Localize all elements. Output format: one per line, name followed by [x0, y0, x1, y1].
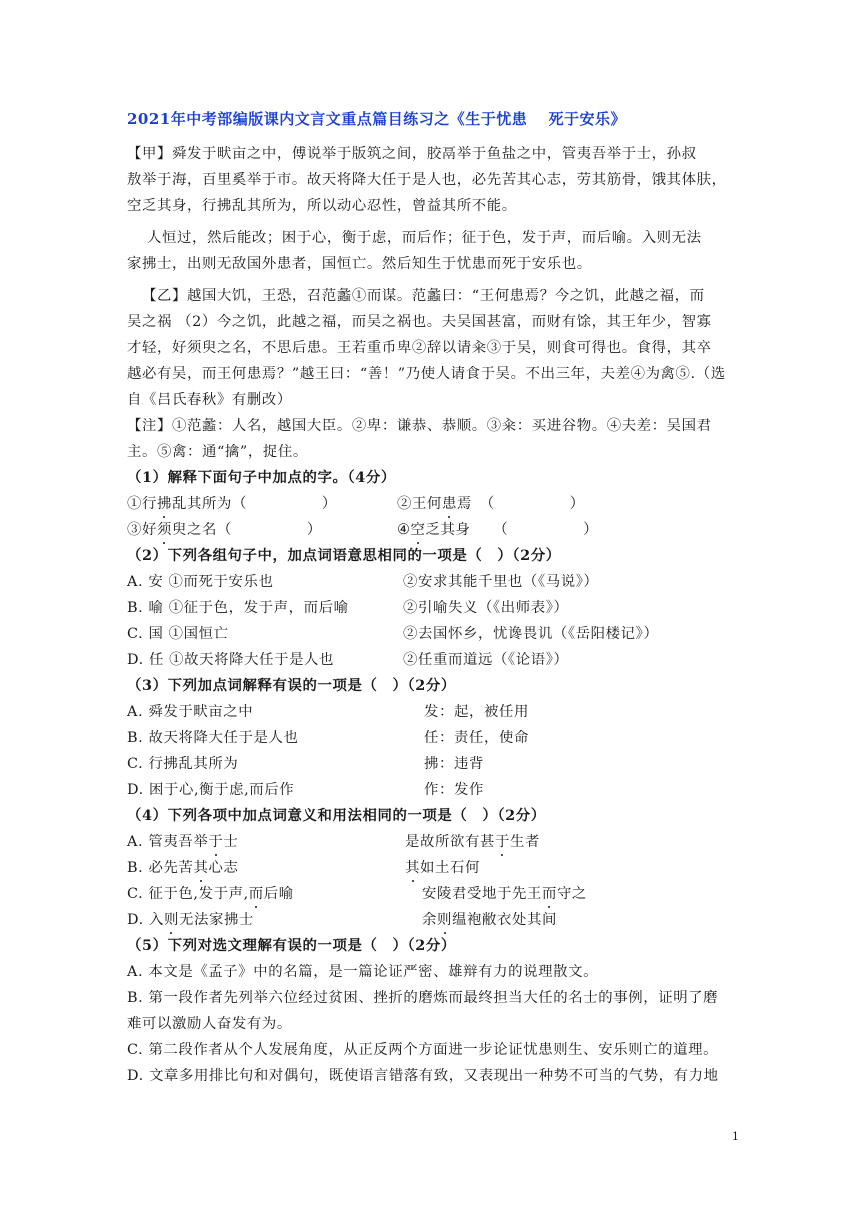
question-4-option-a-1: A. 管夷吾举于士 — [127, 834, 239, 850]
passage-yi-line-2: 吴之祸 （2）今之饥，此越之福，而吴之祸也。夫吴国甚富，而财有馀，其王年少，智寡 — [127, 314, 712, 330]
question-2-option-d-1: D. 任 ①故天将降大任于是人也 — [127, 652, 335, 668]
question-1-item-4: ④空乏其身 （ ） — [397, 522, 599, 538]
question-5-option-b-line-2: 难可以激励人奋发有为。 — [127, 1016, 292, 1032]
dotted-char: 拂 — [156, 496, 172, 512]
question-2-option-c-1: C. 国 ①国恒亡 — [127, 626, 229, 642]
question-4-option-c-2: 安陵君受地于先王而守之 — [422, 886, 587, 902]
question-1-item-2: ②王何患焉 （ ） — [397, 496, 585, 512]
passage-yi-line-4: 越必有吴，而王何患焉？”越王曰：“善！”乃使人请食于吴。不出三年，夫差④为禽⑤.（选 — [127, 366, 726, 382]
question-2-option-b-2: ②引喻失义（《出师表》） — [403, 600, 569, 616]
question-2-option-b-1: B. 喻 ①征于色，发于声，而后喻 — [127, 600, 349, 616]
dotted-char: 而 — [248, 886, 264, 902]
question-2-option-a-2: ②安求其能千里也（《马说》） — [403, 574, 599, 590]
question-1-heading: （1）解释下面句子中加点的字。（4分） — [127, 469, 396, 486]
dotted-char: 而 — [541, 886, 557, 902]
question-5-option-a: A. 本文是《孟子》中的名篇，是一篇论证严密、雄辩有力的说理散文。 — [127, 964, 599, 980]
dotted-char: 则 — [163, 912, 179, 928]
question-2-option-a-1: A. 安 ①而死于安乐也 — [127, 574, 274, 590]
page-number: 1 — [732, 1130, 739, 1143]
question-3-option-c-gloss: 拂：违背 — [424, 756, 484, 772]
question-4-option-d-2: 余则缊袍敝衣处其间 — [422, 912, 557, 928]
question-3-option-a-gloss: 发：起，被任用 — [424, 704, 529, 720]
question-4-option-b-2: 其如土石何 — [405, 860, 480, 876]
question-4-option-d-1: D. 入则无法家拂士 — [127, 912, 254, 928]
annotation-line-2: 主。⑤禽：通“擒”，捉住。 — [127, 444, 308, 460]
dotted-char: 患 — [441, 496, 457, 512]
question-4-option-a-2: 是故所欲有甚于生者 — [405, 834, 540, 850]
question-4-option-b-1: B. 必先苦其心志 — [127, 860, 239, 876]
document-title: 2021年中考部编版课内文言文重点篇目练习之《生于忧患 死于安乐》 — [127, 110, 626, 128]
question-1-item-3: ③好须臾之名（ ） — [127, 522, 322, 538]
question-3-option-c: C. 行拂乱其所为 — [127, 756, 239, 772]
question-5-heading: （5）下列对选文理解有误的一项是（ ）（2分） — [127, 937, 456, 954]
passage-yi-line-5: 自《吕氏春秋》有删改） — [127, 392, 292, 408]
passage-jia-line-4: 人恒过，然后能改；困于心，衡于虑，而后作；征于色，发于声，而后喻。入则无法 — [147, 230, 702, 246]
dotted-char: 须 — [156, 522, 172, 538]
dotted-char: 于 — [494, 834, 510, 850]
passage-jia-line-1: 【甲】舜发于畎亩之中，傅说举于版筑之间，胶鬲举于鱼盐之中，管夷吾举于士，孙叔 — [127, 146, 697, 162]
question-5-option-d: D. 文章多用排比句和对偶句，既使语言错落有致，又表现出一种势不可当的气势，有力地 — [127, 1068, 719, 1084]
passage-yi-line-1: 【乙】越国大饥，王恐，召范蠡①而谋。范蠡曰：“王何患焉？今之饥，此越之福，而 — [142, 288, 705, 304]
question-2-option-d-2: ②任重而道远（《论语》） — [403, 652, 569, 668]
passage-jia-line-2: 敖举于海，百里奚举于市。故天将降大任于是人也，必先苦其心志，劳其筋骨，饿其体肤， — [127, 172, 727, 188]
question-3-option-b-gloss: 任：责任，使命 — [424, 730, 529, 746]
question-5-option-b-line-1: B. 第一段作者先列举六位经过贫困、挫折的磨炼而最终担当大任的名士的事例，证明了磨 — [127, 990, 719, 1006]
passage-jia-line-3: 空乏其身，行拂乱其所为，所以动心忍性，曾益其所不能。 — [127, 198, 517, 214]
question-1-item-1: ①行拂乱其所为（ ） — [127, 496, 337, 512]
dotted-char: 空 — [410, 522, 426, 538]
question-2-heading: （2）下列各组句子中，加点词语意思相同的一项是（ ）（2分） — [127, 547, 561, 564]
question-4-heading: （4）下列各项中加点词意义和用法相同的一项是（ ）（2分） — [127, 807, 546, 824]
question-3-option-d-gloss: 作：发作 — [424, 782, 484, 798]
question-3-option-a: A. 舜发于畎亩之中 — [127, 704, 254, 720]
passage-yi-line-3: 才轻，好须臾之名，不思后患。王若重币卑②辞以请籴③于吴，则食可得也。食得，其卒 — [127, 340, 712, 356]
annotation-line-1: 【注】①范蠡：人名，越国大臣。②卑：谦恭、恭顺。③籴：买进谷物。④夫差：吴国君 — [127, 418, 712, 434]
dotted-char: 其 — [193, 860, 209, 876]
dotted-char: 于 — [208, 834, 224, 850]
question-4-option-c-1: C. 征于色,发于声,而后喻 — [127, 886, 294, 902]
question-3-heading: （3）下列加点词解释有误的一项是（ ）（2分） — [127, 677, 456, 694]
question-3-option-b: B. 故天将降大任于是人也 — [127, 730, 299, 746]
question-3-option-d: D. 困于心,衡于虑,而后作 — [127, 782, 295, 798]
dotted-char: 其 — [405, 860, 420, 876]
question-5-option-c: C. 第二段作者从个人发展角度，从正反两个方面进一步论证忧患则生、安乐则亡的道理。 — [127, 1042, 719, 1058]
passage-jia-line-5: 家拂士，出则无敌国外患者，国恒亡。然后知生于忧患而死于安乐也。 — [127, 256, 592, 272]
dotted-char: 则 — [437, 912, 452, 928]
question-2-option-c-2: ②去国怀乡，忧谗畏讥（《岳阳楼记》） — [403, 626, 659, 642]
